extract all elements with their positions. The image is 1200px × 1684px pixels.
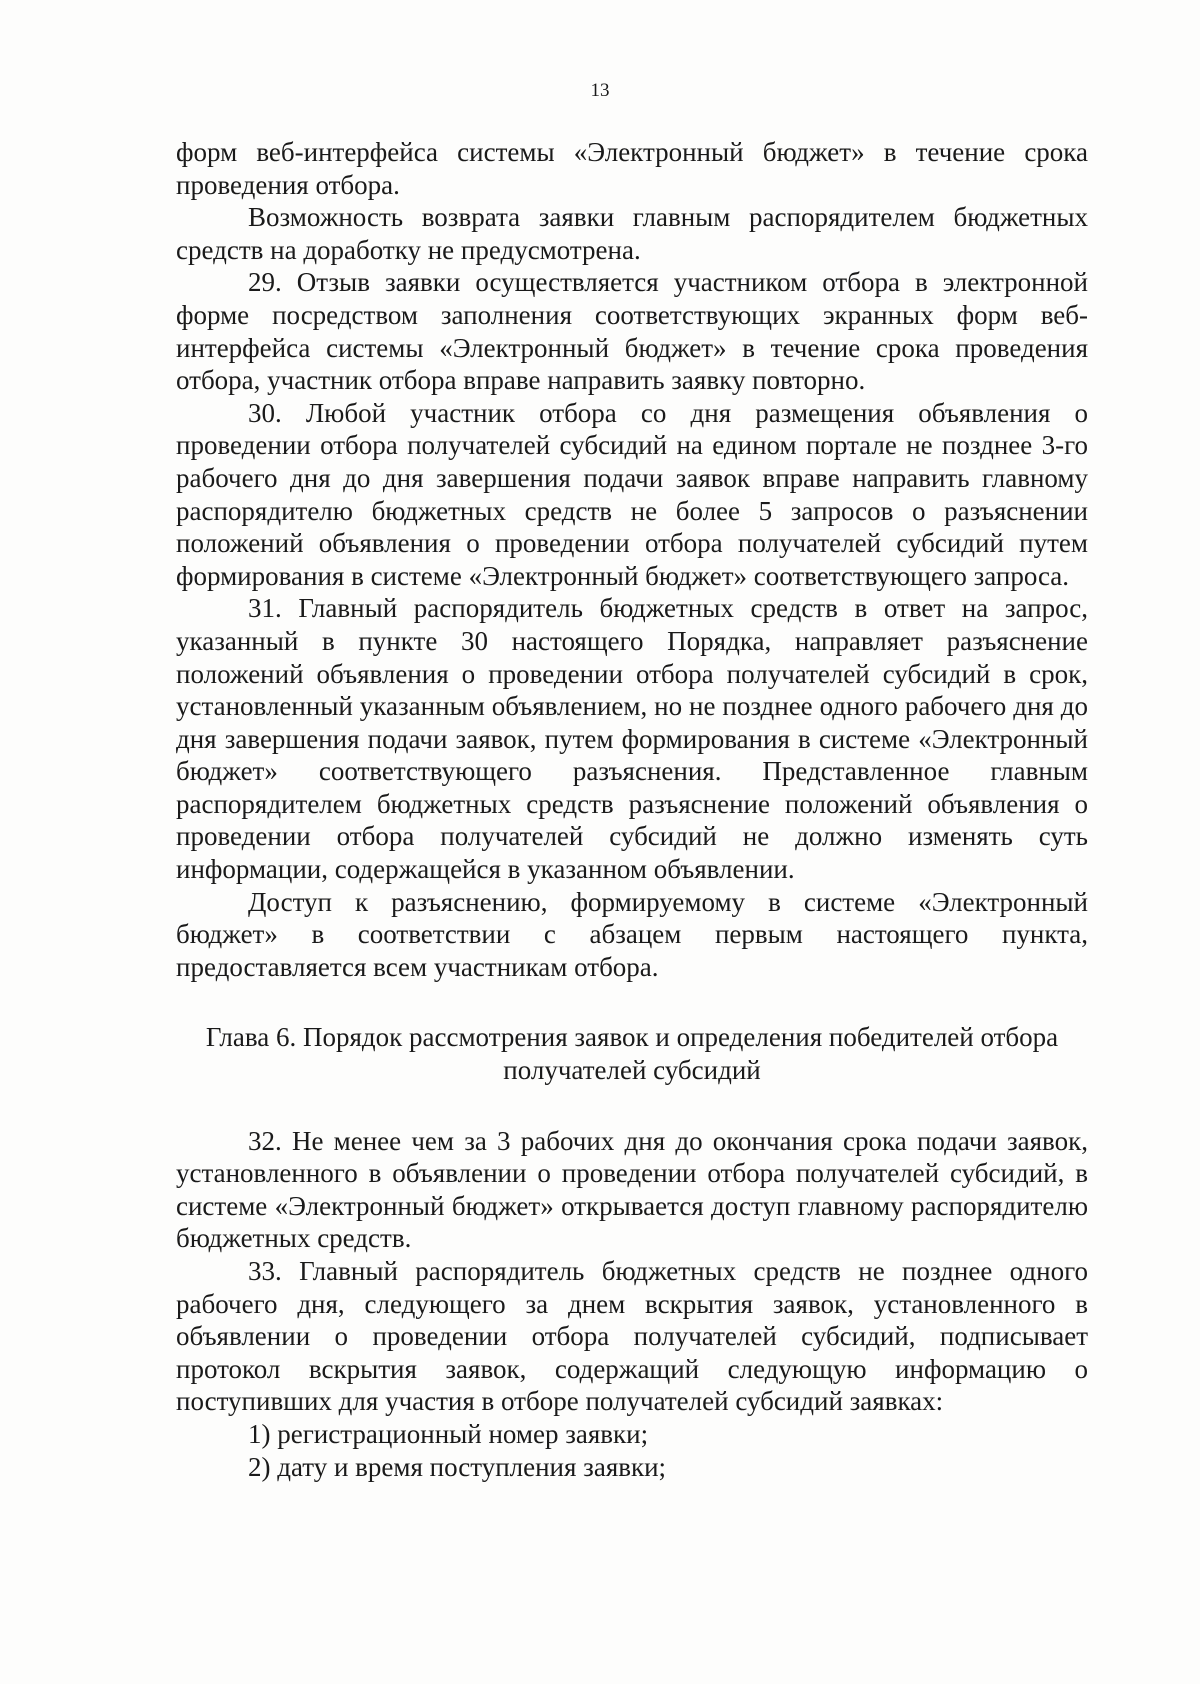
list-item-2: 2) дату и время поступления заявки; [248,1451,667,1482]
list-item-1: 1) регистрационный номер заявки; [248,1418,649,1449]
spacer [176,1087,1088,1125]
page-number: 13 [590,80,610,101]
paragraph-33: 33. Главный распорядитель бюджетных средств не позднее одного рабочего дня, следующего за днем вскрытия заявок, установленного в объявлении о проведении отбора получателей субсидий, подписывает протокол вскрытия заявок, содержащий следующую информацию о поступивших для участия в отборе получателей субсидий заявках: [176,1256,1088,1417]
paragraph-32: 32. Не менее чем за 3 рабочих дня до окончания срока подачи заявок, установленного в объявлении о проведении отбора получателей субсидий, в системе «Электронный бюджет» открывается доступ главному распорядителю бюджетных средств. [176,1125,1088,1254]
paragraph-return-not-provided: Возможность возврата заявки главным распорядителем бюджетных средств на доработку не предусмотрена. [176,202,1088,265]
paragraph-29: 29. Отзыв заявки осуществляется участником отбора в электронной форме посредством заполнения соответствующих экранных форм веб-интерфейса системы «Электронный бюджет» в течение срока проведения отбора, участник отбора вправе направить заявку повторно. [176,267,1088,396]
spacer [176,983,1088,1021]
paragraph-31: 31. Главный распорядитель бюджетных средств в ответ на запрос, указанный в пункте 30 настоящего Порядка, направляет разъяснение положений объявления о проведении отбора получателей субсидий в срок, установленный указанным объявлением, но не позднее одного рабочего дня до дня завершения подачи заявок, путем формирования в системе «Электронный бюджет» соответствующего разъяснения. Представленное главным распорядителем бюджетных средств разъяснение положений объявления о проведении отбора получателей субсидий не должно изменять суть информации, содержащейся в указанном объявлении. [176,593,1088,885]
paragraph-continuation: форм веб-интерфейса системы «Электронный бюджет» в течение срока проведения отбора. [176,137,1088,200]
paragraph-30: 30. Любой участник отбора со дня размещения объявления о проведении отбора получателей субсидий на едином портале не позднее 3-го рабочего дня до дня завершения подачи заявок вправе направить главному распорядителю бюджетных средств не более 5 запросов о разъяснении положений объявления о проведении отбора получателей субсидий путем формирования в системе «Электронный бюджет» соответствующего запроса. [176,397,1088,591]
document-body [176,136,1088,1483]
chapter-heading-line-2: получателей субсидий [503,1055,761,1086]
paragraph-access-clarification: Доступ к разъяснению, формируемому в системе «Электронный бюджет» в соответствии с абзацем первым настоящего пункта, предоставляется всем участникам отбора. [176,886,1088,982]
chapter-heading [176,1021,1088,1086]
chapter-heading-line-1: Глава 6. Порядок рассмотрения заявок и определения победителей отбора [205,1022,1059,1053]
